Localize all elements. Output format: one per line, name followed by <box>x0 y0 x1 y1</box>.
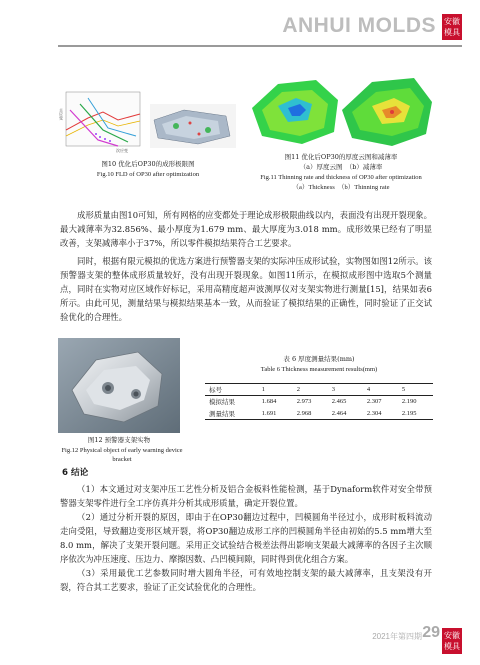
paragraph-forming-quality: 成形质量由图10可知，所有网格的应变都处于理论成形极限曲线以内，表面没有出现开裂现象。最大减薄率为32.856%、最小厚度为1.679 mm、最大厚度为3.018 mm。成形效果已经有了明显改善，支架减薄率小于37%，所以零件模拟结果符合工艺要求。 <box>60 210 432 248</box>
table-cell: 2.304 <box>366 409 382 417</box>
table6-title-en: Table 6 Thickness measurement results(mm) <box>260 366 378 373</box>
journal-brand: ANHUI MOLDS <box>282 14 436 37</box>
conclusion-1: （1）本文通过对支架冲压工艺性分析及铝合金板料性能检测，基于Dynaform软件对安全带预警器支架零件进行全工序仿真并分析其成形质量，确定开裂位置。 <box>60 484 432 508</box>
table-header-cell: 1 <box>261 386 265 393</box>
table-row <box>205 408 433 420</box>
table-header-cell: 3 <box>331 386 336 393</box>
table-cell: 测量结果 <box>209 409 235 418</box>
figure12-caption-cn: 图12 预警器支架实物 <box>87 436 151 444</box>
figure11-caption-cn: 图11 优化后OP30的厚度云图和减薄率 <box>284 153 398 161</box>
figure11-contour-image <box>248 72 434 152</box>
figure10-caption-cn: 图10 优化后OP30的成形极限图 <box>101 160 195 168</box>
conclusion-2: （2）通过分析开裂的原因，即由于在OP30翻边过程中，凹模圆角半径过小，成形时板料流动走向受阻，导致翻边变形区域开裂，将OP30翻边成形工序的凹模圆角半径由初始的5.5 mm增大至8.0 mm，解决了支架开裂问题。采用正交试验结合极差法得出影响支架最大减薄率的各因子主次顺序依次为冲压速度、压边力、摩擦因数、凸凹模间隙，同时得到优化组合方案。 <box>60 512 432 564</box>
page-number: 29 <box>422 624 440 641</box>
stamp-line-2: 模具 <box>444 642 460 651</box>
stamp-line-1: 安徽 <box>444 631 460 640</box>
table-cell: 2.464 <box>331 409 347 417</box>
table-cell: 2.973 <box>296 398 312 406</box>
section-heading-conclusion: 6 结论 <box>62 468 89 478</box>
figure12-caption-en: Fig.12 Physical object of early warning device bracket <box>61 447 183 463</box>
conclusion-3: （3）采用最优工艺参数同时增大圆角半径，可有效地控制支架的最大减薄率，且支架没有开裂，符合其工艺要求，验证了正交试验优化的合理性。 <box>60 568 432 592</box>
figure10-xlabel: 次应变 <box>116 148 128 153</box>
journal-stamp-bottom <box>442 628 462 654</box>
table-cell: 2.968 <box>296 409 312 417</box>
table-header-cell: 2 <box>296 386 300 393</box>
journal-stamp-top <box>442 14 462 40</box>
figure10-fld-image <box>58 90 238 158</box>
table-cell: 2.190 <box>401 398 417 406</box>
table-cell: 2.465 <box>331 398 347 406</box>
figure11-sub-cn: （a）厚度云图 （b）减薄率 <box>299 163 383 171</box>
figure11-sub-en: （a）Thickness （b）Thinning rate <box>292 184 390 191</box>
figure10-caption-en: Fig.10 FLD of OP30 after optimization <box>96 171 200 178</box>
table-header-cell: 标号 <box>209 386 222 394</box>
table-cell: 模拟结果 <box>209 398 235 407</box>
table-header-cell: 5 <box>401 386 406 393</box>
footer-issue: 2021年第四期 <box>372 632 422 641</box>
table-cell: 1.684 <box>261 398 277 406</box>
table-cell: 1.691 <box>261 409 277 417</box>
table-cell: 2.195 <box>401 409 417 417</box>
paragraph-validation: 同时，根据有限元模拟的优选方案进行预警器支架的实际冲压成形试验，实物图如图12所示。该预警器支架的整体成形质量较好，没有出现开裂现象。如图11所示，在模拟成形图中选取5个测量点，同时在实物对应区域作好标记，采用高精度超声波测厚仪对支架实物进行测量[15]，结果如表6所示。由此可见，测量结果与模拟结果基本一致，从而验证了模拟结果的正确性，同时验证了正交试验优化的合理性。 <box>60 256 432 322</box>
table-row <box>205 396 433 408</box>
figure10-ylabel: 主应变 <box>59 108 64 120</box>
header-rule <box>58 45 462 47</box>
stamp-line-1: 安徽 <box>444 17 460 26</box>
figure11-caption-en: Fig.11 Thinning rate and thickness of OP30 after optimization <box>260 174 422 181</box>
stamp-line-2: 模具 <box>444 28 460 37</box>
figure12-bracket-photo <box>58 338 180 433</box>
table-header-cell: 4 <box>366 386 371 393</box>
table6-title-cn: 表 6 厚度测量结果(mm) <box>283 355 355 363</box>
thickness-table <box>205 383 433 420</box>
table-header-row <box>205 384 433 396</box>
table-cell: 2.307 <box>366 398 382 406</box>
